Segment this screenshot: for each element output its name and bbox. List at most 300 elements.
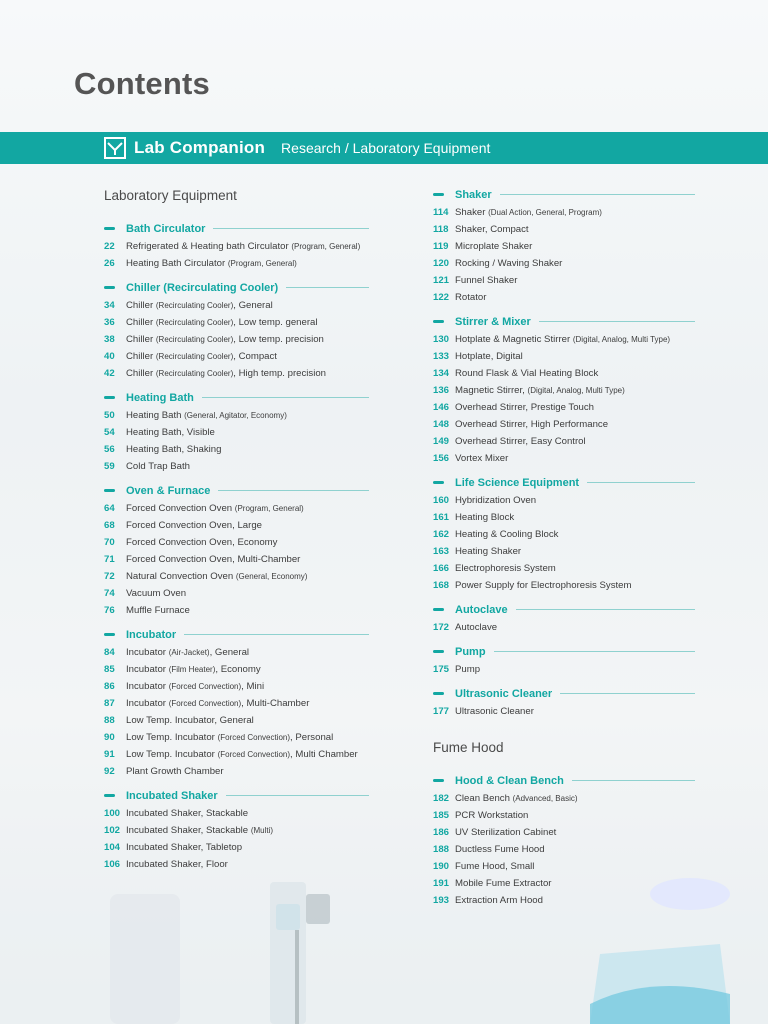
contents-entry[interactable] <box>433 577 695 594</box>
entry-name: Forced Convection Oven, Multi-Chamber <box>126 554 301 565</box>
contents-entry[interactable] <box>104 678 369 695</box>
entry-note: (Forced Convection) <box>217 750 291 759</box>
category-dash-icon <box>104 227 115 230</box>
entry-name: Power Supply for Electrophoresis System <box>455 580 632 591</box>
page-number: 133 <box>433 351 450 362</box>
contents-entry[interactable] <box>104 500 369 517</box>
category-header <box>433 772 695 789</box>
entry-title <box>455 255 562 272</box>
page-number: 149 <box>433 436 450 447</box>
contents-entry[interactable] <box>433 619 695 636</box>
category-rule <box>539 321 695 322</box>
entry-title <box>455 272 517 289</box>
category-rule <box>494 651 695 652</box>
entry-name: Extraction Arm Hood <box>455 895 543 906</box>
category-rule <box>516 609 695 610</box>
contents-entry[interactable] <box>433 858 695 875</box>
contents-entry[interactable] <box>433 875 695 892</box>
entry-title <box>455 560 556 577</box>
page-number: 162 <box>433 529 450 540</box>
entry-note: (Recirculating Cooler) <box>155 352 234 361</box>
contents-entry[interactable] <box>104 856 369 873</box>
entry-name: Incubator <box>126 698 167 709</box>
page-number: 56 <box>104 444 115 455</box>
contents-entry[interactable] <box>104 314 369 331</box>
contents-entry[interactable] <box>433 348 695 365</box>
entry-name: Rotator <box>455 292 487 303</box>
contents-entry[interactable] <box>104 805 369 822</box>
entry-title <box>455 703 534 720</box>
category-header <box>433 186 695 203</box>
category-name: Chiller (Recirculating Cooler) <box>126 281 279 294</box>
entry-title <box>126 822 273 839</box>
entry-title <box>455 875 552 892</box>
entry-title <box>455 577 632 594</box>
entry-title <box>455 382 625 399</box>
entry-title <box>126 348 277 365</box>
entry-name: Forced Convection Oven, Economy <box>126 537 278 548</box>
entry-name: Overhead Stirrer, High Performance <box>455 419 609 430</box>
contents-entry[interactable] <box>104 365 369 382</box>
contents-entry[interactable] <box>433 416 695 433</box>
entry-suffix: , Economy <box>215 664 261 675</box>
contents-entry[interactable] <box>433 433 695 450</box>
entry-title <box>126 839 242 856</box>
category-name: Incubated Shaker <box>126 789 218 802</box>
category-header <box>104 626 369 643</box>
category-name: Stirrer & Mixer <box>455 315 531 328</box>
contents-entry[interactable] <box>104 695 369 712</box>
category-rule <box>213 228 369 229</box>
contents-entry[interactable] <box>104 458 369 475</box>
contents-entry[interactable] <box>104 822 369 839</box>
category-header <box>433 313 695 330</box>
entry-suffix: , Multi-Chamber <box>241 698 310 709</box>
page-number: 36 <box>104 317 115 328</box>
category-rule <box>587 482 695 483</box>
page-number: 163 <box>433 546 450 557</box>
entry-name: Chiller <box>126 368 154 379</box>
entry-title <box>455 221 529 238</box>
page-number: 166 <box>433 563 450 574</box>
category-header <box>433 643 695 660</box>
category-dash-icon <box>104 286 115 289</box>
entry-name: Magnetic Stirrer, <box>455 385 525 396</box>
contents-entry[interactable] <box>433 661 695 678</box>
entry-note: (Forced Convection) <box>168 699 242 708</box>
entry-title <box>455 619 497 636</box>
contents-entry[interactable] <box>104 568 369 585</box>
entry-note: (Forced Convection) <box>168 682 242 691</box>
entry-note: (Program, General) <box>291 242 361 251</box>
category-name: Pump <box>455 645 486 658</box>
page-number: 188 <box>433 844 450 855</box>
entry-title <box>455 204 602 221</box>
entry-title <box>455 824 556 841</box>
contents-entry[interactable] <box>433 841 695 858</box>
entry-title <box>455 858 534 875</box>
entry-name: Hotplate & Magnetic Stirrer <box>455 334 571 345</box>
entry-title <box>455 433 586 450</box>
category-name: Incubator <box>126 628 177 641</box>
entry-name: Mobile Fume Extractor <box>455 878 552 889</box>
category-header <box>104 279 369 296</box>
contents-entry[interactable] <box>104 517 369 534</box>
entry-name: Autoclave <box>455 622 498 633</box>
page-number: 42 <box>104 368 115 379</box>
page-number: 161 <box>433 512 450 523</box>
entry-title <box>455 399 594 416</box>
contents-entry[interactable] <box>433 399 695 416</box>
entry-note: (Air-Jacket) <box>168 648 210 657</box>
entry-name: Electrophoresis System <box>455 563 556 574</box>
category-dash-icon <box>104 633 115 636</box>
category-name: Heating Bath <box>126 391 194 404</box>
entry-title <box>455 790 578 807</box>
page-number: 136 <box>433 385 450 396</box>
entry-name: Ultrasonic Cleaner <box>455 706 534 717</box>
page-number: 120 <box>433 258 450 269</box>
category-header <box>104 482 369 499</box>
page-number: 146 <box>433 402 450 413</box>
entry-title <box>126 746 358 763</box>
entry-title <box>126 856 228 873</box>
entry-title <box>126 729 333 746</box>
category-name: Shaker <box>455 188 492 201</box>
contents-entry[interactable] <box>104 238 369 255</box>
page-number: 68 <box>104 520 115 531</box>
contents-entry[interactable] <box>433 526 695 543</box>
contents-entry[interactable] <box>104 297 369 314</box>
page-number: 130 <box>433 334 450 345</box>
category-dash-icon <box>104 489 115 492</box>
contents-entry[interactable] <box>433 509 695 526</box>
category-dash-icon <box>433 650 444 653</box>
page-number: 40 <box>104 351 115 362</box>
page-number: 177 <box>433 706 450 717</box>
category-name: Ultrasonic Cleaner <box>455 687 553 700</box>
page-number: 121 <box>433 275 450 286</box>
page-number: 182 <box>433 793 450 804</box>
entry-title <box>455 526 558 543</box>
contents-entry[interactable] <box>104 644 369 661</box>
category-name: Oven & Furnace <box>126 484 211 497</box>
entry-name: Heating Bath <box>126 410 182 421</box>
page-number: 88 <box>104 715 115 726</box>
entry-suffix: , Multi Chamber <box>290 749 358 760</box>
entry-title <box>126 458 190 475</box>
category-name: Life Science Equipment <box>455 476 580 489</box>
entry-name: Chiller <box>126 317 154 328</box>
entry-title <box>126 238 360 255</box>
entry-title <box>126 255 297 272</box>
entry-name: Refrigerated & Heating bath Circulator <box>126 241 289 252</box>
entry-note: (Dual Action, General, Program) <box>488 208 602 217</box>
entry-suffix: , Low temp. precision <box>233 334 324 345</box>
category-rule <box>226 795 369 796</box>
page-number: 86 <box>104 681 115 692</box>
category-rule <box>286 287 369 288</box>
page-number: 175 <box>433 664 450 675</box>
contents-entry[interactable] <box>104 661 369 678</box>
category-name: Bath Circulator <box>126 222 206 235</box>
page-number: 76 <box>104 605 115 616</box>
page-number: 54 <box>104 427 115 438</box>
page-number: 104 <box>104 842 121 853</box>
entry-title <box>126 644 249 661</box>
entry-name: Natural Convection Oven <box>126 571 234 582</box>
page-number: 71 <box>104 554 115 565</box>
entry-title <box>455 807 528 824</box>
entry-name: Heating Bath, Visible <box>126 427 215 438</box>
entry-title <box>126 661 261 678</box>
entry-name: Incubated Shaker, Stackable <box>126 808 249 819</box>
contents-entry[interactable] <box>104 255 369 272</box>
right-column <box>433 186 695 909</box>
entry-name: Fume Hood, Small <box>455 861 535 872</box>
page-number: 114 <box>433 207 449 218</box>
contents-entry[interactable] <box>433 543 695 560</box>
category-rule <box>184 634 369 635</box>
category-dash-icon <box>433 692 444 695</box>
entry-name: Hybridization Oven <box>455 495 537 506</box>
page-number: 22 <box>104 241 115 252</box>
contents-entry[interactable] <box>433 892 695 909</box>
contents-entry[interactable] <box>433 382 695 399</box>
contents-entry[interactable] <box>433 331 695 348</box>
contents-entry[interactable] <box>104 746 369 763</box>
page-number: 34 <box>104 300 115 311</box>
contents-entry[interactable] <box>104 551 369 568</box>
contents-entry[interactable] <box>433 703 695 720</box>
entry-name: Heating Block <box>455 512 515 523</box>
page-number: 84 <box>104 647 115 658</box>
contents-entry[interactable] <box>104 585 369 602</box>
entry-title <box>455 348 523 365</box>
entry-name: Forced Convection Oven, Large <box>126 520 262 531</box>
page-number: 106 <box>104 859 121 870</box>
contents-entry[interactable] <box>433 560 695 577</box>
entry-name: Pump <box>455 664 481 675</box>
category-header <box>104 787 369 804</box>
entry-note: (Digital, Analog, Multi Type) <box>572 335 671 344</box>
entry-note: (Advanced, Basic) <box>512 794 578 803</box>
page-number: 148 <box>433 419 450 430</box>
entry-name: Incubator <box>126 647 167 658</box>
contents-entry[interactable] <box>433 238 695 255</box>
contents-entry[interactable] <box>104 763 369 780</box>
entry-name: Incubated Shaker, Stackable <box>126 825 249 836</box>
entry-title <box>126 407 287 424</box>
entry-note: (Digital, Analog, Multi Type) <box>527 386 625 395</box>
entry-suffix: , Low temp. general <box>233 317 318 328</box>
page-number: 100 <box>104 808 121 819</box>
banner-subtitle: Research / Laboratory Equipment <box>281 140 491 156</box>
contents-entry[interactable] <box>104 729 369 746</box>
entry-title <box>455 416 608 433</box>
contents-entry[interactable] <box>433 255 695 272</box>
contents-entry[interactable] <box>433 289 695 306</box>
category-rule <box>572 780 695 781</box>
page-number: 72 <box>104 571 115 582</box>
entry-title <box>455 509 514 526</box>
entry-title <box>455 841 545 858</box>
contents-entry[interactable] <box>433 492 695 509</box>
entry-name: Overhead Stirrer, Prestige Touch <box>455 402 595 413</box>
category-dash-icon <box>433 320 444 323</box>
entry-name: Rocking / Waving Shaker <box>455 258 563 269</box>
contents-entry[interactable] <box>104 534 369 551</box>
page-number: 50 <box>104 410 115 421</box>
entry-name: Low Temp. Incubator <box>126 749 215 760</box>
page-number: 74 <box>104 588 115 599</box>
entry-name: Chiller <box>126 300 154 311</box>
contents-entry[interactable] <box>104 712 369 729</box>
left-category-list <box>104 220 369 873</box>
entry-title <box>126 297 273 314</box>
page-number: 185 <box>433 810 450 821</box>
entry-name: Heating Shaker <box>455 546 522 557</box>
entry-title <box>126 568 307 585</box>
category-dash-icon <box>104 794 115 797</box>
contents-entry[interactable] <box>104 424 369 441</box>
right-category-list-2 <box>433 772 695 909</box>
page-title: Contents <box>74 66 210 101</box>
category-dash-icon <box>433 608 444 611</box>
contents-entry[interactable] <box>433 365 695 382</box>
page-number: 92 <box>104 766 115 777</box>
brand-name: Lab Companion <box>134 138 266 157</box>
entry-title <box>126 585 186 602</box>
contents-entry[interactable] <box>433 204 695 221</box>
entry-note: (Forced Convection) <box>217 733 291 742</box>
entry-name: Shaker <box>455 207 486 218</box>
page-number: 91 <box>104 749 115 760</box>
entry-name: Incubated Shaker, Tabletop <box>126 842 243 853</box>
category-dash-icon <box>104 396 115 399</box>
entry-name: Incubated Shaker, Floor <box>126 859 228 870</box>
contents-entry[interactable] <box>104 441 369 458</box>
entry-name: Heating & Cooling Block <box>455 529 559 540</box>
page-number: 191 <box>433 878 450 889</box>
contents-entry[interactable] <box>104 407 369 424</box>
page-number: 70 <box>104 537 115 548</box>
entry-name: Low Temp. Incubator <box>126 732 215 743</box>
entry-title <box>455 450 508 467</box>
contents-entry[interactable] <box>433 807 695 824</box>
category-name: Autoclave <box>455 603 508 616</box>
entry-title <box>126 424 215 441</box>
contents-entry[interactable] <box>104 602 369 619</box>
brand-banner <box>0 132 768 164</box>
entry-name: Incubator <box>126 681 167 692</box>
entry-suffix: , General <box>209 647 250 658</box>
entry-name: Vacuum Oven <box>126 588 187 599</box>
entry-title <box>126 314 318 331</box>
entry-title <box>126 602 190 619</box>
contents-entry[interactable] <box>433 824 695 841</box>
page-number: 38 <box>104 334 115 345</box>
page-number: 85 <box>104 664 115 675</box>
entry-note: (Multi) <box>250 826 274 835</box>
entry-note: (Recirculating Cooler) <box>155 301 234 310</box>
entry-suffix: , General <box>233 300 273 311</box>
contents-entry[interactable] <box>104 348 369 365</box>
page-number: 160 <box>433 495 450 506</box>
entry-title <box>126 695 309 712</box>
contents-entry[interactable] <box>433 790 695 807</box>
entry-note: (Recirculating Cooler) <box>155 369 234 378</box>
entry-name: Incubator <box>126 664 167 675</box>
category-header <box>104 389 369 406</box>
entry-name: Hotplate, Digital <box>455 351 523 362</box>
category-name: Hood & Clean Bench <box>455 774 564 787</box>
category-header <box>104 220 369 237</box>
page-number: 118 <box>433 224 449 235</box>
page-number: 172 <box>433 622 450 633</box>
section-title-fume-hood: Fume Hood <box>433 740 504 755</box>
entry-name: Forced Convection Oven <box>126 503 233 514</box>
contents-entry[interactable] <box>433 221 695 238</box>
page-number: 186 <box>433 827 450 838</box>
category-rule <box>218 490 369 491</box>
contents-entry[interactable] <box>104 839 369 856</box>
entry-title <box>126 500 304 517</box>
entry-title <box>126 517 262 534</box>
entry-note: (Recirculating Cooler) <box>155 335 234 344</box>
page-number: 26 <box>104 258 115 269</box>
entry-name: Microplate Shaker <box>455 241 533 252</box>
entry-name: Shaker, Compact <box>455 224 529 235</box>
entry-note: (Program, General) <box>234 504 304 513</box>
entry-name: Funnel Shaker <box>455 275 518 286</box>
contents-entry[interactable] <box>433 272 695 289</box>
page-number: 119 <box>433 241 449 252</box>
entry-title <box>455 289 486 306</box>
entry-name: Clean Bench <box>455 793 510 804</box>
entry-name: Plant Growth Chamber <box>126 766 224 777</box>
entry-title <box>455 661 480 678</box>
entry-title <box>126 365 326 382</box>
entry-title <box>126 551 300 568</box>
category-rule <box>500 194 695 195</box>
entry-note: (Recirculating Cooler) <box>155 318 234 327</box>
entry-suffix: , Compact <box>233 351 277 362</box>
category-dash-icon <box>433 779 444 782</box>
entry-title <box>455 365 598 382</box>
entry-name: Ductless Fume Hood <box>455 844 545 855</box>
entry-name: UV Sterilization Cabinet <box>455 827 557 838</box>
entry-note: (General, Economy) <box>235 572 308 581</box>
page-number: 87 <box>104 698 115 709</box>
entry-title <box>455 238 532 255</box>
contents-entry[interactable] <box>433 450 695 467</box>
contents-entry[interactable] <box>104 331 369 348</box>
entry-name: Vortex Mixer <box>455 453 509 464</box>
category-header <box>433 474 695 491</box>
entry-name: Chiller <box>126 334 154 345</box>
entry-title <box>455 543 521 560</box>
entry-name: Chiller <box>126 351 154 362</box>
entry-name: Heating Bath, Shaking <box>126 444 222 455</box>
entry-title <box>455 892 543 909</box>
entry-name: Low Temp. Incubator, General <box>126 715 254 726</box>
page-number: 134 <box>433 368 450 379</box>
section-title: Laboratory Equipment <box>104 188 237 203</box>
category-header <box>433 601 695 618</box>
category-header <box>433 685 695 702</box>
entry-title <box>126 712 254 729</box>
